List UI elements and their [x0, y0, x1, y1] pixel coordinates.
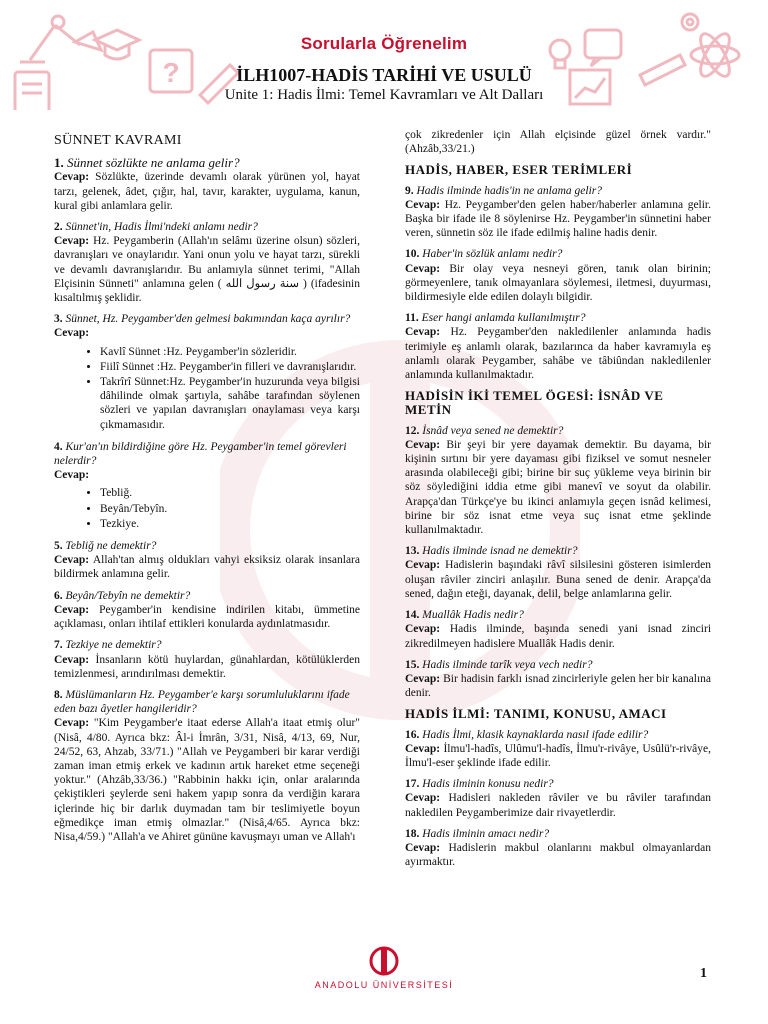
question: 15. Hadis ilminde tarîk veya vech nedir?	[405, 658, 593, 671]
page-number: 1	[700, 966, 707, 981]
question: 1. Sünnet sözlükte ne anlama gelir?	[54, 155, 240, 171]
question: 8. Müslümanların Hz. Peygamber'e karşı sorumluluklarını ifade eden bazı âyetler hangileridir?	[54, 688, 350, 716]
left-column	[54, 134, 360, 851]
answer: Cevap: Hz. Peygamber'den gelen haber/haberler anlamına gelir. Başka bir ifade ile 8 söylenirse Hz. Peygamber'in sünnetini haber veren, sünnetin söz ile ifade edilmiş haline hadis denir.	[405, 198, 712, 240]
question: 4. Kur'an'ın bildirdiğine göre Hz. Peygamber'in temel görevleri nelerdir?	[54, 440, 347, 468]
list-item: • Tebliğ.	[100, 486, 360, 500]
answer: Cevap: Hadisleri nakleden râviler ve bu râviler tarafından nakledilen Peygamberimize dair rivayetlerdir.	[405, 792, 712, 819]
answer: Cevap: Hadis ilminde, başında senedi yani isnad zinciri zikredilmeyen hadislere Muallâk Hadis denir.	[405, 623, 712, 650]
list-item: • Fiilî Sünnet :Hz. Peygamber'in filleri ve davranışlarıdır.	[100, 360, 360, 374]
answer-list	[54, 486, 360, 531]
answer-continued: çok zikredenler için Allah elçisinde güzel örnek vardır." (Ahzâb,33/21.)	[405, 129, 711, 156]
question: 10. Haber'in sözlük anlamı nedir?	[405, 248, 563, 261]
right-column	[405, 128, 711, 876]
answer-label: Cevap:	[54, 327, 90, 340]
university-name: ANADOLU ÜNİVERSİTESİ	[314, 980, 454, 990]
university-logo-icon	[0, 945, 768, 977]
answer: Cevap: İnsanların kötü huylardan, günahlardan, kötülüklerden temizlenmesi, arındırılması demektir.	[54, 653, 361, 680]
answer: Cevap: Bir olay veya nesneyi gören, tanık olan birinin; görmeyenlere, tanık olmayanlara söylemesi, iletmesi, duyurması, bildirmesiyle elde edilen dolaylı bilgidir.	[405, 262, 712, 304]
brand-title: Sorularla Öğrenelim	[300, 34, 468, 53]
question: 18. Hadis ilminin amacı nedir?	[405, 827, 550, 840]
question: 7. Tezkiye ne demektir?	[54, 639, 162, 652]
section-heading: HADİSİN İKİ TEMEL ÖGESİ: İSNÂD VE METİN	[405, 388, 664, 418]
list-item: • Takrîrî Sünnet:Hz. Peygamber'in huzurunda veya bilgisi dâhilinde olmak şartıyla, sahâbe tarafından söylenen sözleri ve yapılan davranışları onaylaması veya karşı çıkmamasıdır.	[100, 375, 360, 432]
answer: Cevap: Hz. Peygamber'den nakledilenler anlamında hadis terimiyle eş anlamlı olarak, bazılarınca da haber kavramıyla eş anlamlı olarak Peygamber, sahâbe ve tâbiûndan nakledilenler anlamında kullanılmaktadır.	[405, 326, 711, 382]
answer: Cevap: Peygamber'in kendisine indirilen kitabı, ümmetine açıklaması, onları ihtilaf ettikleri konularda aydınlatmasıdır.	[54, 603, 361, 631]
question: 11. Eser hangi anlamda kullanılmıştır?	[405, 312, 586, 325]
answer: Cevap: Bir şeyi bir yere dayamak demektir. Bu dayama, bir kişinin sırtını bir yere dayaması gibi fiziksel ve somut nesneler arasında olabileceği gibi; birine bir suç yükleme veya birinin bir söz söylediğini iddia etme gibi manevî ve soyut da olabilir. Arapça'dan Türkçe'ye bu ikinci anlamıyla geçen isnâd kelimesi, birine bir söz isnat etme veya suç isnat etme şeklinde kullanılmaktadır.	[405, 438, 712, 537]
question: 6. Beyân/Tebyîn ne demektir?	[54, 589, 191, 602]
answer: Cevap: Hadislerin makbul olanlarını makbul olmayanlardan ayırmaktır.	[405, 841, 711, 869]
question: 17. Hadis ilminin konusu nedir?	[405, 778, 554, 791]
question: 13. Hadis ilminde isnad ne demektir?	[405, 545, 578, 558]
question: 3. Sünnet, Hz. Peygamber'den gelmesi bakımından kaça ayrılır?	[54, 313, 351, 326]
gear-icon	[682, 14, 698, 30]
answer: Cevap: Bir hadisin farklı isnad zincirleriyle gelen her bir kanalına denir.	[405, 672, 712, 700]
answer: Cevap: Hadislerin başındaki râvî silsilesini gösteren isimlerden oluşan râviler zinciri anlaşılır. Buna sened de denir. Arapça'da sened, dağın eteği, dayanak, delil, belge anlamlarına gelir.	[405, 559, 712, 600]
list-item: • Kavlî Sünnet :Hz. Peygamber'in sözleridir.	[100, 345, 360, 359]
answer: Cevap: "Kim Peygamber'e itaat ederse Allah'a itaat etmiş olur" (Nisâ, 4/80. Ayrıca bkz: Âl-i İmrân, 3/31, Nisâ, 4/13, 69, Nur, 24/52, 63, Ahzab, 33/71.) "Allah ve Peygamberi bir karar verdiği zaman iman etmiş erkek ve kadının artık hareket etme seçeneği yoktur." (Ahzâb,33/36.) "Rabbinin hakkı için, onlar aralarında çekiştikleri şeylerde seni hakem yapıp sonra da verdiğin karara içlerinde hiç bir darlık duymadan tam bir teslimiyetle boyun eğmedikçe iman etmiş olmazlar." (Nisâ,4/65. Ayrıca bkz: Nisa,4/59.) "Allah'a ve Ahiret gününe kavuşmayı uman ve Allah'ı	[54, 717, 360, 843]
list-item: • Tezkiye.	[100, 517, 360, 531]
answer-label: Cevap:	[54, 469, 90, 482]
unit-subtitle: Unite 1: Hadis İlmi: Temel Kavramları ve Alt Dalları	[224, 87, 544, 103]
answer-list	[54, 345, 360, 432]
course-title: İLH1007-HADİS TARİHİ VE USULÜ	[236, 65, 532, 85]
section-heading: HADİS İLMİ: TANIMI, KONUSU, AMACI	[405, 706, 667, 722]
question: 5. Tebliğ ne demektir?	[54, 540, 157, 553]
answer: Cevap: İlmu'l-hadîs, Ulûmu'l-hadîs, İlmu'r-rivâye, Usûlü'r-rivâye, İlmu'l-eser şeklinde ifade edilir.	[405, 742, 712, 769]
question: 16. Hadis İlmi, klasik kaynaklarda nasıl ifade edilir?	[405, 728, 649, 741]
answer: Cevap: Sözlükte, üzerinde devamlı olarak yürünen yol, hayat tarzı, gelenek, âdet, çığır, hal, tavır, karakter, uygulama, kanun, kural gibi anlamlara gelir.	[54, 171, 360, 212]
section-heading: SÜNNET KAVRAMI	[54, 133, 182, 148]
question: 14. Muallâk Hadis nedir?	[405, 609, 524, 622]
answer: Cevap: Allah'tan almış oldukları vahyi eksiksiz olarak insanlara bildirmek anlamına gelir.	[54, 554, 360, 581]
question: 9. Hadis ilminde hadis'in ne anlama gelir?	[405, 184, 602, 197]
answer: Cevap: Hz. Peygamberin (Allah'ın selâmı üzerine olsun) sözleri, davranışları ve onaylarıdır. Yani onun yolu ve hayat tarzı, sürekli ve devamlı davranışlarıdır. Bu anlamıyla sünnet terimi, "Allah Elçisinin Sünneti" anlamına gelen ( سنة رسول الله ) (ifadesinin kısaltılmış şeklidir.	[54, 235, 361, 305]
question: 2. Sünnet'in, Hadis İlmi'ndeki anlamı nedir?	[54, 221, 258, 234]
question-mark-icon: ?	[162, 57, 180, 88]
section-heading: HADİS, HABER, ESER TERİMLERİ	[405, 162, 633, 178]
list-item: • Beyân/Tebyîn.	[100, 502, 360, 516]
question: 12. İsnâd veya sened ne demektir?	[405, 424, 564, 437]
